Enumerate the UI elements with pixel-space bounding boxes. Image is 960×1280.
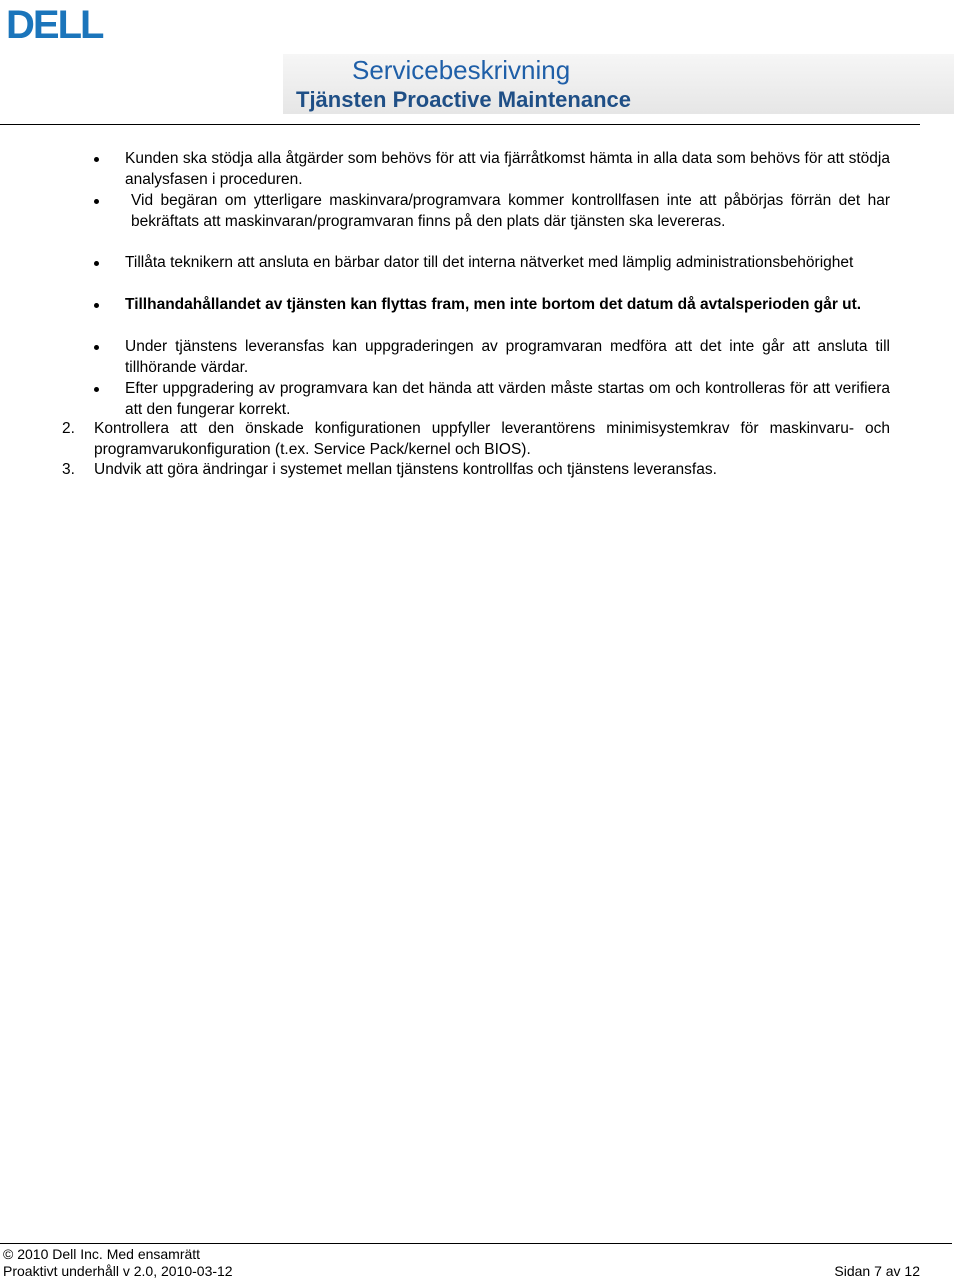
list-item-text: Under tjänstens leveransfas kan uppgraderingen av programvaran medföra att det inte går att ansluta till tillhörande värdar. [125,338,890,376]
dell-logo [6,4,134,42]
list-item-text: Tillhandahållandet av tjänsten kan flyttas fram, men inte bortom det datum då avtalsperioden går ut. [125,296,862,313]
bullet-icon [94,199,99,204]
numbered-item-label: 2. [62,420,75,437]
bullet-icon [94,387,99,392]
list-item-text: Kunden ska stödja alla åtgärder som behövs för att via fjärråtkomst hämta in alla data som behövs för att stödja analysfasen i proceduren. [125,150,890,188]
list-item-text: Vid begäran om ytterligare maskinvara/programvara kommer kontrollfasen inte att påbörjas förrän det har bekräftats att maskinvaran/programvaran finns på den plats där tjänsten ska levereras. [131,192,890,230]
header-divider [0,124,920,125]
bullet-icon [94,345,99,350]
bullet-icon [94,261,99,266]
page-title: Servicebeskrivning [352,55,571,85]
bullet-icon [94,157,99,162]
numbered-item-text: Undvik att göra ändringar i systemet mellan tjänstens kontrollfas och tjänstens leveransfas. [94,461,717,478]
footer-version: Proaktivt underhåll v 2.0, 2010-03-12 [3,1263,233,1279]
bullet-icon [94,303,99,308]
numbered-item-text: Kontrollera att den önskade konfigurationen uppfyller leverantörens minimisystemkrav för maskinvaru- och programvarukonfiguration (t.ex. Service Pack/kernel och BIOS). [94,420,890,458]
footer-divider [0,1243,952,1244]
list-item-text: Tillåta teknikern att ansluta en bärbar dator till det interna nätverket med lämplig administrationsbehörighet [125,254,854,271]
footer-copyright: © 2010 Dell Inc. Med ensamrätt [3,1246,201,1262]
logo-text: DELL [6,4,103,42]
page-number: Sidan 7 av 12 [834,1263,920,1279]
numbered-item-label: 3. [62,461,75,478]
list-item-text: Efter uppgradering av programvara kan det hända att värden måste startas om och kontrolleras för att verifiera att den fungerar korrekt. [125,380,890,418]
page-subtitle: Tjänsten Proactive Maintenance [296,87,631,112]
